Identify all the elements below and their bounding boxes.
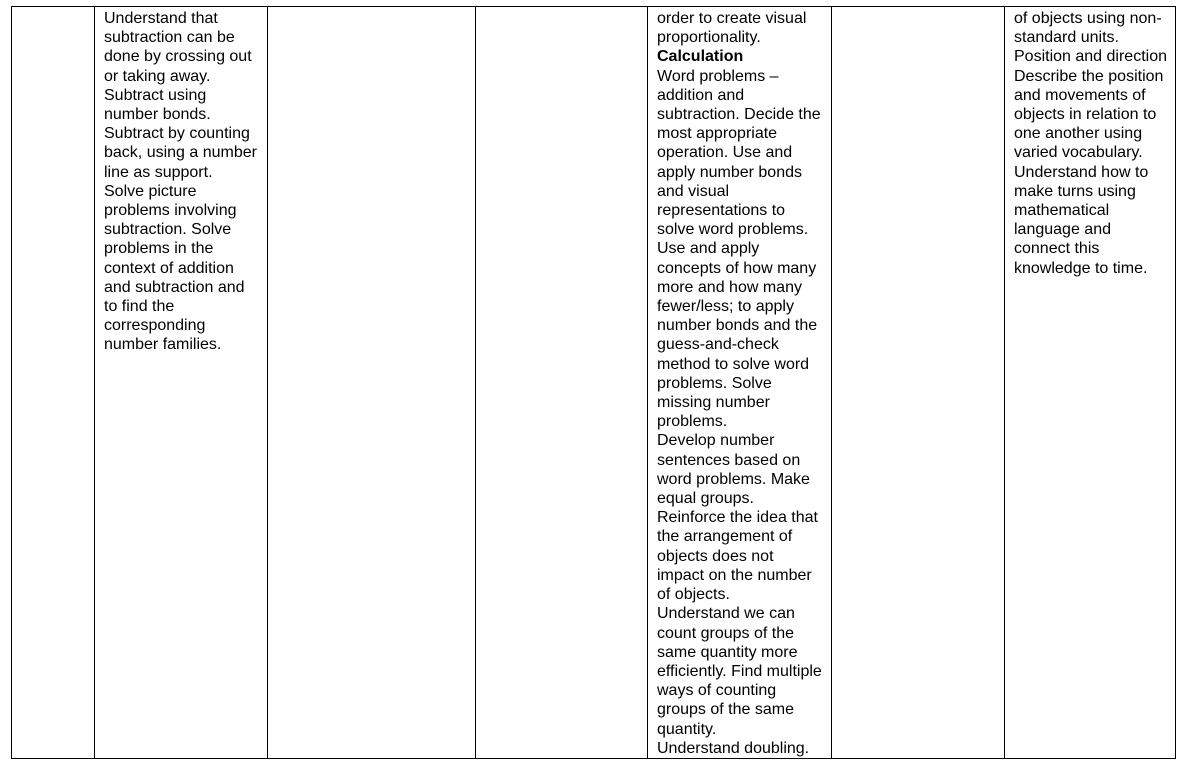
cell-paragraph: of objects using non-standard units. bbox=[1014, 10, 1162, 47]
cell-paragraph: Subtract by counting back, using a number line as support. bbox=[104, 125, 257, 181]
cell-paragraph: Reinforce the idea that the arrangement of objects does not impact on the number of objects. bbox=[657, 509, 818, 604]
table-cell-3 bbox=[268, 7, 476, 759]
cell-paragraph: Word problems – addition and subtraction. Decide the most appropriate operation. Use and apply number bonds and visual representations to solve word problems. bbox=[657, 67, 821, 239]
table-cell-6 bbox=[832, 7, 1005, 759]
section-heading: Calculation bbox=[657, 48, 744, 66]
cell-paragraph: Describe the position and movements of objects in relation to one another using varied vocabulary. bbox=[1014, 67, 1164, 162]
cell-paragraph: Position and direction bbox=[1014, 48, 1167, 66]
cell-paragraph: order to create visual proportionality. bbox=[657, 10, 807, 47]
cell-paragraph: Develop number sentences based on word problems. Make equal groups. bbox=[657, 432, 810, 508]
table-cell-7 bbox=[1005, 7, 1176, 759]
cell-paragraph: Use and apply concepts of how many more and how many fewer/less; to apply number bonds and the guess-and-check method to solve word problems. Solve missing number problems. bbox=[657, 240, 818, 431]
table-cell-1 bbox=[12, 7, 95, 759]
table-cell-4 bbox=[476, 7, 648, 759]
curriculum-table bbox=[11, 6, 1176, 759]
table-cell-2 bbox=[95, 7, 268, 759]
cell-paragraph: Understand doubling. bbox=[657, 739, 810, 757]
table-cell-5 bbox=[648, 7, 832, 759]
table-row bbox=[12, 7, 1176, 759]
cell-paragraph: Solve picture problems involving subtraction. Solve problems in the context of addition and subtraction and to find the corresponding number families. bbox=[104, 182, 245, 354]
cell-paragraph: Understand we can count groups of the same quantity more efficiently. Find multiple ways of counting groups of the same quantity. bbox=[657, 605, 822, 738]
cell-paragraph: Understand how to make turns using mathematical language and connect this knowledge to time. bbox=[1014, 163, 1149, 277]
cell-paragraph: Understand that subtraction can be done by crossing out or taking away. bbox=[104, 10, 252, 85]
cell-paragraph: Subtract using number bonds. bbox=[104, 86, 211, 124]
